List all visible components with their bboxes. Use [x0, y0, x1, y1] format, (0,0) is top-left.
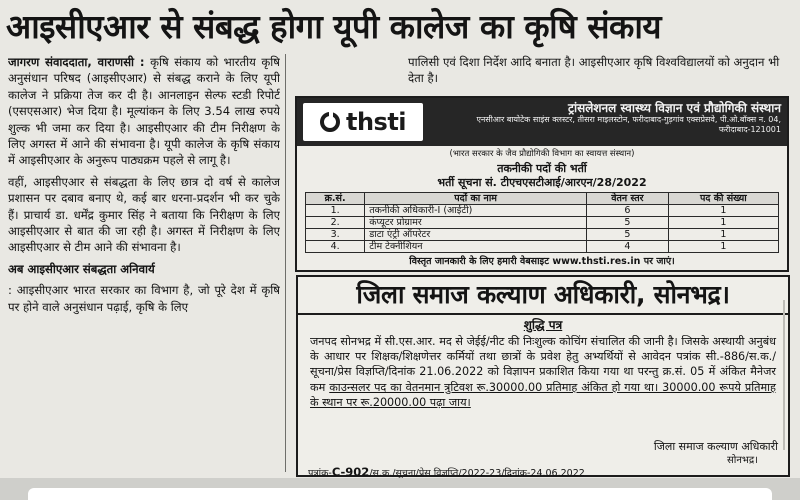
cell-sn: 4.: [306, 241, 365, 253]
reference-code: C-902: [331, 465, 370, 478]
reference-line: [308, 467, 778, 478]
article-paragraph-1: [8, 54, 280, 169]
article-continuation: पालिसी एवं दिशा निर्देश आदि बनाता है। आइसीएआर कृषि विश्वविद्यालयों को अनुदान भी देता है।: [408, 55, 780, 85]
thsti-org-block: [431, 101, 781, 135]
signature-title: जिला समाज कल्याण अधिकारी: [653, 440, 778, 453]
notice-number: भर्ती सूचना सं. टीएचएसटीआई/आरएन/28/2022: [437, 176, 647, 189]
recruitment-title: तकनीकी पदों की भर्ती: [497, 162, 587, 175]
signature-place: सोनभद्र।: [726, 455, 758, 466]
corrigendum-body: [310, 334, 776, 410]
article-column: [8, 54, 280, 474]
corrigendum-heading: शुद्धि पत्र: [523, 318, 563, 332]
district-notice-title: जिला समाज कल्याण अधिकारी, सोनभद्र।: [298, 277, 788, 315]
corrigendum-text-2: काउन्सलर पद का वेतनमान त्रुटिवश रू.30000.00 प्रतिमाह अंकित हो गया था। 30000.00 रूपये प्रतिमाह के स्थान पर रू.20000.00 पढ़ा जाय।: [310, 380, 777, 409]
cell-post: कंप्यूटर प्रोग्रामर: [365, 217, 587, 229]
cell-sn: 1.: [306, 205, 365, 217]
cell-count: 1: [668, 241, 778, 253]
column-divider: [285, 54, 286, 472]
cell-post: तकनीकी अधिकारी-I (आईटी): [365, 205, 587, 217]
table-row: [306, 205, 779, 217]
cell-level: 5: [587, 229, 669, 241]
byline: जागरण संवाददाता, वाराणसी :: [8, 55, 145, 69]
cell-count: 1: [668, 229, 778, 241]
district-notice-ad: [296, 275, 790, 477]
col-header-level: वेतन स्तर: [587, 193, 669, 205]
thsti-logo: [303, 103, 423, 141]
thsti-ad-header: [297, 98, 787, 146]
overlay-bar: [28, 488, 772, 500]
article-paragraph-2: वहीं, आइसीएआर से संबद्धता के लिए छात्र दो वर्ष से कालेज प्रशासन पर दबाव बनाए थे, कई बार धरना-प्रदर्शन भी कर चुके हैं। प्राचार्य डा. धर्मेंद्र कुमार सिंह ने बताया कि निरीक्षण के लिए आइसीएआर से बात की जा रही है। अगस्त में निरीक्षण के लिए आइसीएआर से टीम आने की संभावना है।: [8, 174, 280, 255]
cell-post: डाटा एंट्री ऑपरेटर: [365, 229, 587, 241]
cell-sn: 3.: [306, 229, 365, 241]
reference-prefix: पत्रांक-: [308, 468, 332, 478]
fold-shadow: [783, 300, 785, 450]
thsti-footer: विस्तृत जानकारी के लिए हमारी वेबसाइट www.thsti.res.in पर जाएं।: [409, 256, 675, 267]
table-row: [306, 229, 779, 241]
thsti-logo-text: thsti: [345, 108, 407, 136]
cell-count: 1: [668, 205, 778, 217]
posts-table: [305, 192, 779, 253]
cell-level: 4: [587, 241, 669, 253]
article-subheading: अब आइसीएआर संबद्धता अनिवार्य: [8, 261, 155, 276]
cell-count: 1: [668, 217, 778, 229]
thsti-subtitle: (भारत सरकार के जैव प्रौद्योगिकी विभाग का स्वायत्त संस्थान): [449, 149, 635, 159]
cell-level: 5: [587, 217, 669, 229]
col-header-count: पद की संख्या: [668, 193, 778, 205]
thsti-org-name: ट्रांसलेशनल स्वास्थ्य विज्ञान एवं प्रौद्योगिकी संस्थान: [567, 101, 781, 115]
table-row: [306, 241, 779, 253]
table-header-row: [306, 193, 779, 205]
power-ring-icon: [320, 112, 340, 132]
cell-level: 6: [587, 205, 669, 217]
article-paragraph-3: : आइसीएआर भारत सरकार का विभाग है, जो पूरे देश में कृषि पर होने वाले अनुसंधान पढ़ाई, कृषि के लिए: [8, 283, 280, 314]
col-header-post: पदों का नाम: [365, 193, 587, 205]
thsti-org-address: एनसीआर बायोटेक साइंस क्लस्टर, तीसरा माइलस्टोन, फरीदाबाद-गुड़गांव एक्सप्रेसवे, पी.ओ.बॉक्स न. 04, फरीदाबाद-121001: [476, 115, 781, 134]
corrigendum-text-1: जनपद सोनभद्र में सी.एस.आर. मद से जेईई/नीट की निःशुल्क कोचिंग संचालित की जानी है। जिसके अस्थायी अनुबंध के आधार पर शिक्षक/शिक्षणेत्तर कर्मियों तथा छात्रों के प्रवेश हेतु अभ्यर्थियों से आवेदन पत्रांक सी.-886/स.क./सूचना/प्रेस विज्ञप्ति/दिनांक 21.06.2022 को विज्ञापन प्रकाशित किया गया था परन्तु क्र.सं. 05 में अंकित मैनेजर कम: [310, 335, 776, 394]
paragraph-1-text: कृषि संकाय को भारतीय कृषि अनुसंधान परिषद (आइसीएआर) से संबद्ध कराने के लिए यूपी कालेज ने प्रक्रिया तेज कर दी है। आनलाइन सेल्फ स्टडी रिपोर्ट (एसएसआर) भेज दिया है। मूल्यांकन के लिए 3.54 लाख रुपये शुल्क भी जमा कर दिया है। आइसीएआर की टीम निरीक्षण के लिए अगस्त में आने की संभावना है। यूपी कालेज के कृषि संकाय में आइसीएआर के अनुरूप पाठ्यक्रम पहले से लागू है।: [8, 55, 280, 168]
cell-post: टीम टेक्नीशियन: [365, 241, 587, 253]
reference-rest: /स.क./सूचना/प्रेस विज्ञप्ति/2022-23/दिनांक-24.06.2022: [369, 468, 585, 478]
headline: आइसीएआर से संबद्ध होगा यूपी कालेज का कृषि संकाय: [6, 7, 662, 46]
thsti-recruitment-ad: [295, 96, 789, 272]
col-header-sn: क्र.सं.: [306, 193, 365, 205]
table-row: [306, 217, 779, 229]
cell-sn: 2.: [306, 217, 365, 229]
